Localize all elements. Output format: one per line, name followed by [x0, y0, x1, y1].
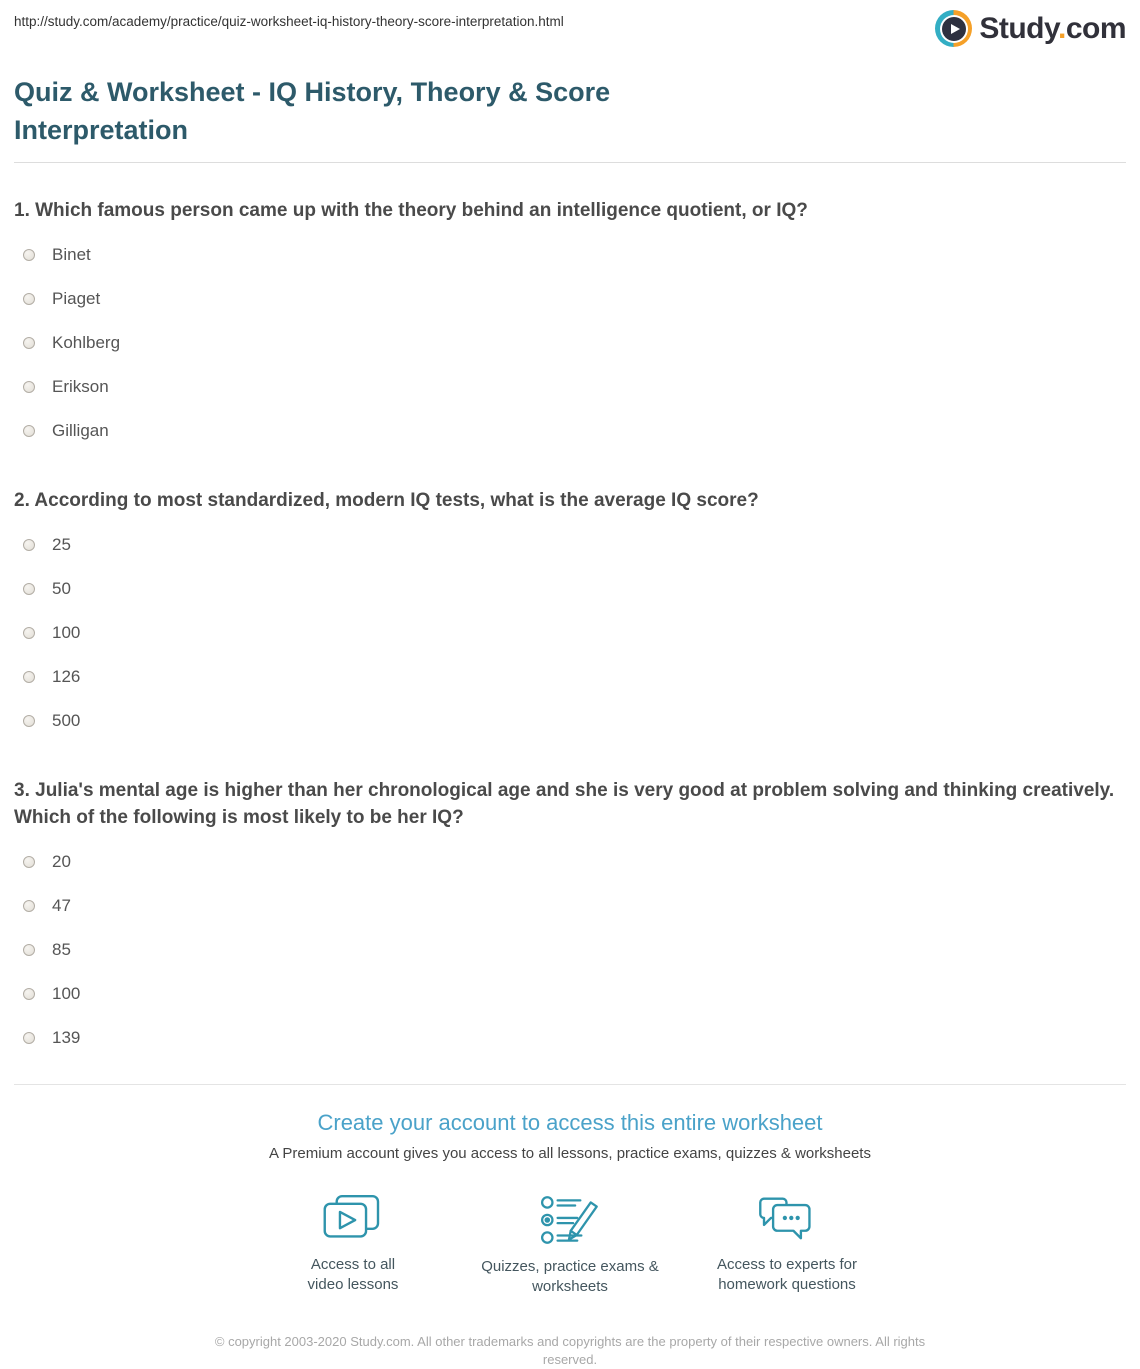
studycom-logo-icon: [935, 10, 972, 47]
option-row[interactable]: [14, 611, 1126, 655]
option-label[interactable]: Kohlberg: [52, 333, 121, 352]
option-label[interactable]: 126: [52, 667, 81, 686]
option-row[interactable]: [14, 523, 1126, 567]
radio-button[interactable]: [23, 944, 35, 956]
radio-button[interactable]: [23, 425, 35, 437]
option-row[interactable]: [14, 233, 1126, 277]
option-row[interactable]: [14, 409, 1126, 453]
radio-button[interactable]: [23, 988, 35, 1000]
option-row[interactable]: [14, 699, 1126, 743]
title-divider: [14, 162, 1126, 163]
option-row[interactable]: [14, 655, 1126, 699]
radio-button[interactable]: [23, 671, 35, 683]
question-1-text: 1. Which famous person came up with the theory behind an intelligence quotient, or IQ?: [14, 200, 808, 221]
option-label[interactable]: Binet: [52, 245, 91, 264]
option-label[interactable]: 47: [52, 896, 71, 915]
benefit-label: Access to experts for homework questions: [716, 1256, 858, 1293]
copyright-notice: © copyright 2003-2020 Study.com. All other trademarks and copyrights are the property of their respective owners. All rights reserved.: [214, 1334, 926, 1367]
option-label[interactable]: 500: [52, 711, 81, 730]
benefit-quizzes-worksheets: [462, 1194, 679, 1297]
option-row[interactable]: [14, 277, 1126, 321]
logo-core-circle: [942, 17, 966, 41]
benefit-label: Access to all video lessons: [307, 1256, 399, 1293]
radio-button[interactable]: [23, 293, 35, 305]
option-label[interactable]: 85: [52, 940, 71, 959]
logo-ring-gap: [940, 15, 968, 43]
header: [14, 0, 1126, 47]
logo-tld: com: [1065, 11, 1126, 45]
option-label[interactable]: Erikson: [52, 377, 109, 396]
question-1-options: [14, 233, 1126, 453]
option-label[interactable]: 100: [52, 623, 81, 642]
benefit-expert-help: [679, 1194, 896, 1297]
radio-button[interactable]: [23, 715, 35, 727]
logo-dot: .: [1057, 11, 1066, 45]
create-account-link[interactable]: Create your account to access this entire worksheet: [317, 1110, 823, 1135]
option-label[interactable]: Gilligan: [52, 421, 109, 440]
studycom-logo[interactable]: [935, 10, 1126, 47]
question-2-text: 2. According to most standardized, modern IQ tests, what is the average IQ score?: [14, 490, 759, 511]
video-lessons-icon: [322, 1194, 384, 1244]
benefit-video-lessons: [245, 1194, 462, 1297]
radio-button[interactable]: [23, 249, 35, 261]
radio-button[interactable]: [23, 539, 35, 551]
signup-section: [14, 1085, 1126, 1297]
page-url: http://study.com/academy/practice/quiz-worksheet-iq-history-theory-score-interpretation.html: [14, 14, 564, 29]
page-title: Quiz & Worksheet - IQ History, Theory & Score Interpretation: [14, 77, 611, 145]
option-row[interactable]: [14, 1016, 1126, 1060]
option-row[interactable]: [14, 567, 1126, 611]
radio-button[interactable]: [23, 381, 35, 393]
radio-button[interactable]: [23, 1032, 35, 1044]
option-row[interactable]: [14, 321, 1126, 365]
option-row[interactable]: [14, 365, 1126, 409]
option-label[interactable]: 25: [52, 535, 71, 554]
radio-button[interactable]: [23, 627, 35, 639]
option-label[interactable]: 20: [52, 852, 71, 871]
radio-button[interactable]: [23, 583, 35, 595]
premium-subheading: A Premium account gives you access to all lessons, practice exams, quizzes & worksheets: [269, 1145, 871, 1162]
benefits-row: [14, 1194, 1126, 1297]
radio-button[interactable]: [23, 337, 35, 349]
radio-button[interactable]: [23, 900, 35, 912]
play-icon: [951, 24, 960, 34]
experts-chat-icon: [756, 1194, 818, 1244]
logo-word: Study: [979, 11, 1058, 45]
option-row[interactable]: [14, 840, 1126, 884]
quizzes-worksheets-icon: [538, 1194, 602, 1246]
question-2-options: [14, 523, 1126, 743]
benefit-label: Quizzes, practice exams & worksheets: [481, 1258, 659, 1295]
option-row[interactable]: [14, 972, 1126, 1016]
option-label[interactable]: 100: [52, 984, 81, 1003]
radio-button[interactable]: [23, 856, 35, 868]
option-label[interactable]: 50: [52, 579, 71, 598]
question-1: [14, 197, 1126, 453]
question-3: [14, 777, 1126, 1060]
question-3-text: 3. Julia's mental age is higher than her chronological age and she is very good at problem solving and thinking creatively. Which of the following is most likely to be her IQ?: [14, 780, 1115, 828]
option-label[interactable]: Piaget: [52, 289, 101, 308]
option-row[interactable]: [14, 928, 1126, 972]
option-label[interactable]: 139: [52, 1028, 81, 1047]
logo-wordmark: [979, 12, 1126, 46]
question-2: [14, 487, 1126, 743]
option-row[interactable]: [14, 884, 1126, 928]
question-3-options: [14, 840, 1126, 1060]
